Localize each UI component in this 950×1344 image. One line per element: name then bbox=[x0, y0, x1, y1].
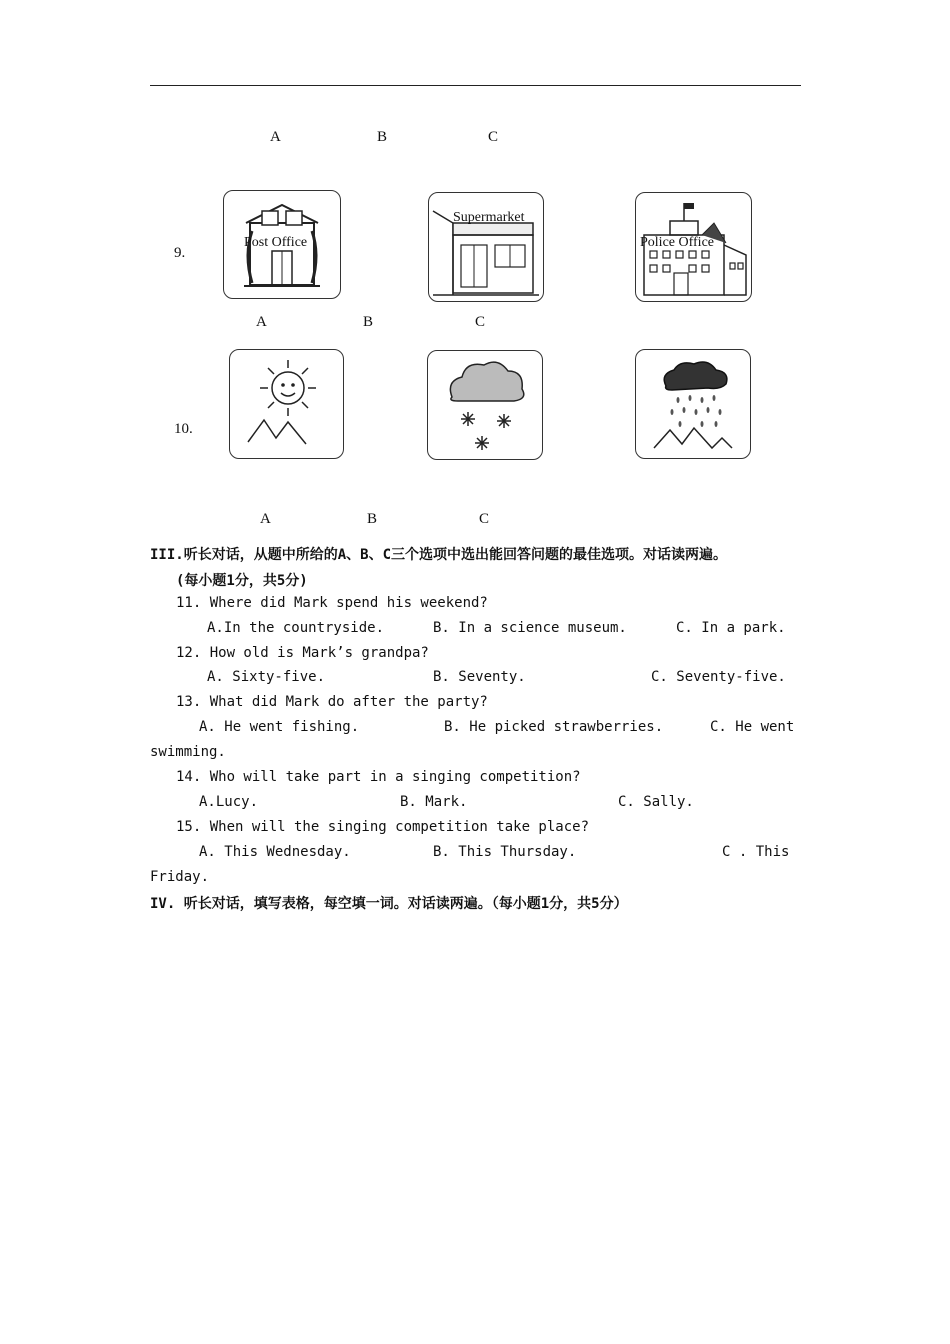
q15-option-c-wrap: Friday. bbox=[150, 869, 210, 885]
q15-option-c[interactable]: C . This bbox=[722, 844, 790, 860]
q15-option-a[interactable]: A. This Wednesday. bbox=[199, 844, 351, 860]
q14-option-a[interactable]: A.Lucy. bbox=[199, 794, 259, 810]
q9-option-b-label: Supermarket bbox=[453, 210, 525, 225]
section3-heading: III.听长对话，从题中所给的A、B、C三个选项中选出能回答问题的最佳选项。对话读两遍。 bbox=[150, 547, 727, 563]
q9-option-letter-a: A bbox=[256, 314, 267, 330]
q10-option-b-snowy-image[interactable] bbox=[427, 350, 543, 460]
q9-option-letter-b: B bbox=[363, 314, 374, 330]
q15-option-b[interactable]: B. This Thursday. bbox=[433, 844, 577, 860]
q10-option-letter-b: B bbox=[367, 511, 378, 527]
q13-option-c-wrap: swimming. bbox=[150, 744, 226, 760]
q9-option-letter-c: C bbox=[475, 314, 486, 330]
q14-option-b[interactable]: B. Mark. bbox=[400, 794, 468, 810]
q11-option-b[interactable]: B. In a science museum. bbox=[433, 620, 627, 636]
q12-option-c[interactable]: C. Seventy-five. bbox=[651, 669, 786, 685]
q9-option-a-label: Post Office bbox=[244, 235, 308, 250]
q13-stem: 13. What did Mark do after the party? bbox=[176, 694, 488, 710]
section4-heading: IV. 听长对话，填写表格，每空填一词。对话读两遍。（每小题1分，共5分） bbox=[150, 896, 628, 912]
q14-option-c[interactable]: C. Sally. bbox=[618, 794, 694, 810]
q10-option-a-sunny-image[interactable] bbox=[229, 349, 344, 459]
q13-option-a[interactable]: A. He went fishing. bbox=[199, 719, 360, 735]
q12-option-b[interactable]: B. Seventy. bbox=[433, 669, 526, 685]
q11-option-c[interactable]: C. In a park. bbox=[676, 620, 786, 636]
q11-stem: 11. Where did Mark spend his weekend? bbox=[176, 595, 488, 611]
q9-option-b-supermarket-image[interactable] bbox=[428, 192, 544, 302]
section3-points: (每小题1分，共5分) bbox=[176, 573, 308, 589]
q10-option-c-rainy-image[interactable] bbox=[635, 349, 751, 459]
q10-option-letter-a: A bbox=[260, 511, 271, 527]
q9-option-c-label: Police Office bbox=[640, 235, 714, 250]
q10-number: 10. bbox=[174, 421, 193, 437]
q10-option-letter-c: C bbox=[479, 511, 490, 527]
sun-icon bbox=[230, 350, 343, 458]
q8-option-letter-c: C bbox=[488, 129, 499, 145]
rain-cloud-icon bbox=[636, 350, 750, 458]
q13-option-c[interactable]: C. He went bbox=[710, 719, 795, 735]
q14-stem: 14. Who will take part in a singing competition? bbox=[176, 769, 581, 785]
q8-option-letter-b: B bbox=[377, 129, 388, 145]
top-rule bbox=[150, 85, 801, 86]
q12-option-a[interactable]: A. Sixty-five. bbox=[207, 669, 326, 685]
q12-stem: 12. How old is Mark’s grandpa? bbox=[176, 645, 429, 661]
q11-option-a[interactable]: A.In the countryside. bbox=[207, 620, 385, 636]
q8-option-letter-a: A bbox=[270, 129, 281, 145]
snow-cloud-icon bbox=[428, 351, 542, 459]
q9-number: 9. bbox=[174, 245, 186, 261]
q15-stem: 15. When will the singing competition take place? bbox=[176, 819, 590, 835]
q13-option-b[interactable]: B. He picked strawberries. bbox=[444, 719, 664, 735]
